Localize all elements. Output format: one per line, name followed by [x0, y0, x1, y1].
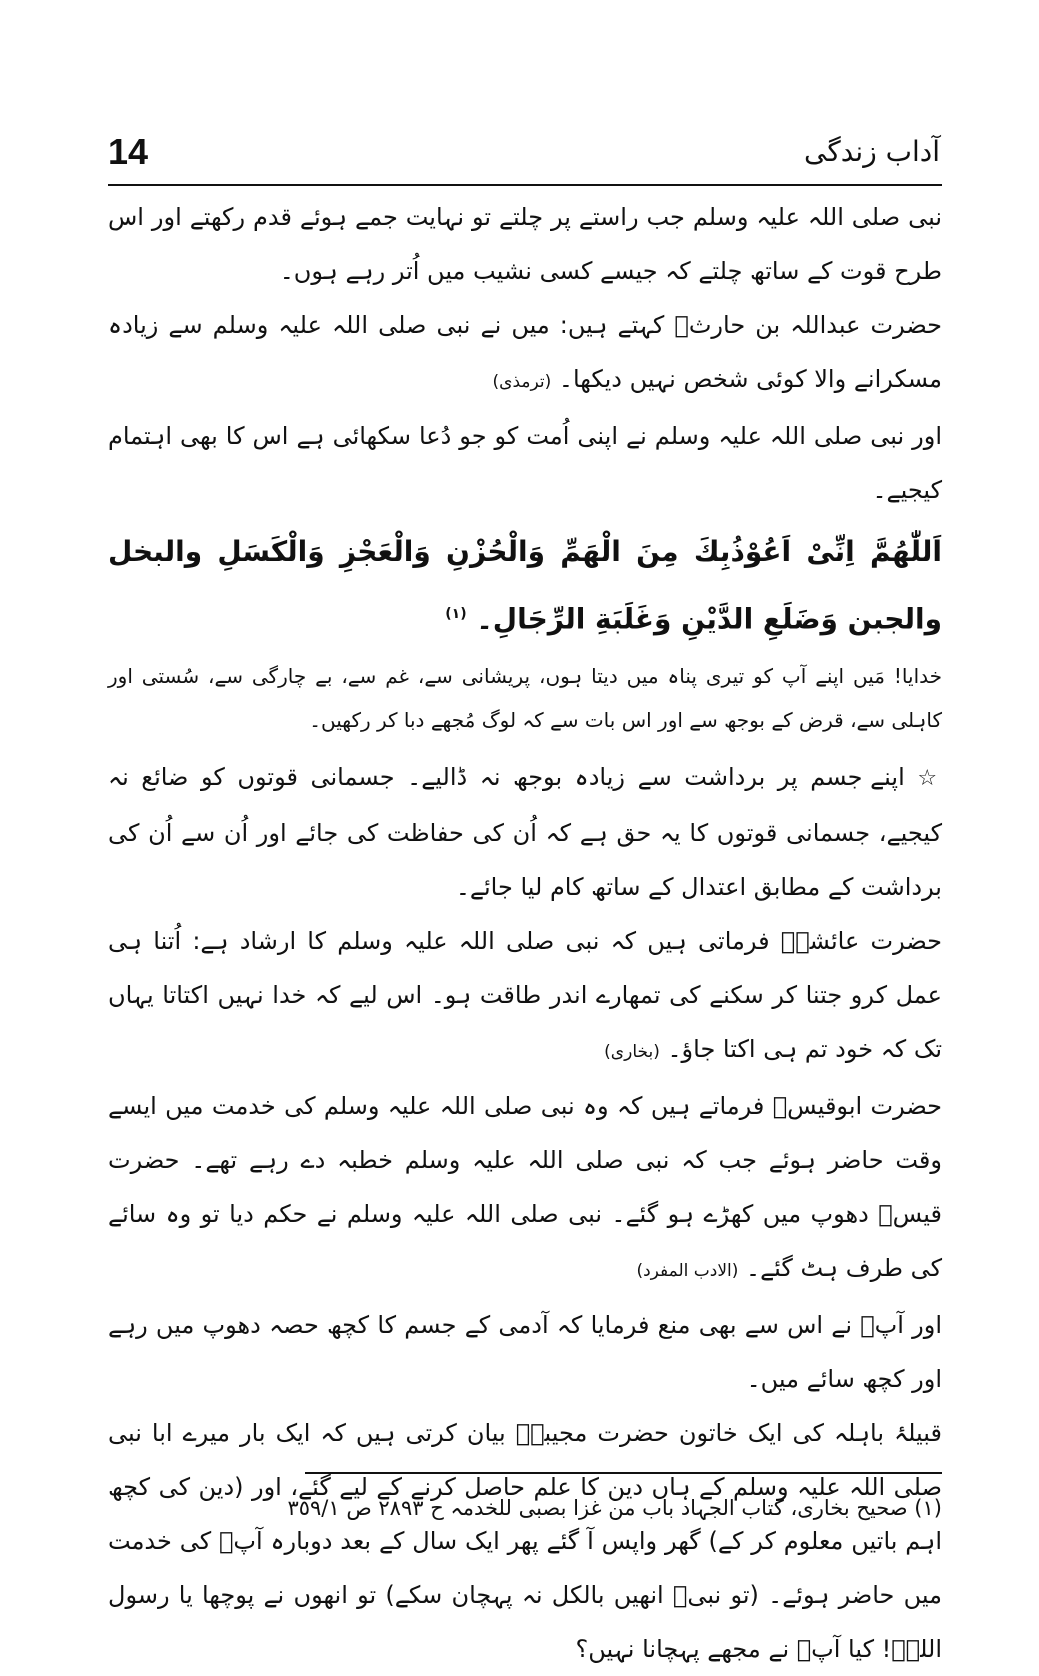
page-number: 14 — [108, 131, 149, 172]
paragraph-sun-shade-text: اور آپؐ نے اس سے بھی منع فرمایا کہ آدمی کے جسم کا کچھ حصہ دھوپ میں رہے اور کچھ سائے میں۔ — [108, 1311, 942, 1394]
paragraph-smiling — [108, 298, 942, 409]
paragraph-aisha-text: حضرت عائشہؓ فرماتی ہیں کہ نبی صلی اللہ علیہ وسلم کا ارشاد ہے: اُتنا ہی عمل کرو جتنا کر سکنے کی تمھارے اندر طاقت ہو۔ اس لیے کہ خدا نہیں اکتاتا یہاں تک کہ خود تم ہی اکتا جاؤ۔ — [108, 927, 942, 1064]
source-citation: (ترمذی) — [492, 372, 552, 392]
source-citation: (بخاری) — [604, 1042, 660, 1063]
paragraph-mujibah-text: قبیلۂ باہلہ کی ایک خاتون حضرت مجیبہؓ بیان کرتی ہیں کہ ایک بار میرے ابا نبی صلی اللہ علیہ وسلم کے ہاں دین کا علم حاصل کرنے کے لیے گئے، اور (دین کی کچھ اہم باتیں معلوم کر کے) گھر واپس آ گئے پھر ایک سال کے بعد دوبارہ آپؐ کی خدمت میں حاضر ہوئے۔ (تو نبیؐ انھیں بالکل نہ پہچان سکے) تو انھوں نے پوچھا یا رسول اللہؐ! کیا آپؐ نے مجھے پہچانا نہیں؟ — [108, 1419, 942, 1664]
page-header — [108, 130, 940, 184]
paragraph-aisha — [108, 914, 942, 1079]
footnote: (١) صحیح بخاری، کتاب الجہاد باب من غزا بصبی للخدمہ ح ٢٨٩٣ ص ٣٥٩/١ — [287, 1496, 942, 1520]
paragraph-abu-qais-text: حضرت ابوقیسؓ فرماتے ہیں کہ وہ نبی صلی اللہ علیہ وسلم کی خدمت میں ایسے وقت حاضر ہوئے جب کہ نبی صلی اللہ علیہ وسلم خطبہ دے رہے تھے۔ حضرت قیسؓ دھوپ میں کھڑے ہو گئے۔ نبی صلی اللہ علیہ وسلم نے حکم دیا تو وہ سائے کی طرف ہٹ گئے۔ — [108, 1092, 942, 1283]
running-title: آداب زندگی — [804, 135, 940, 168]
source-citation: (الادب المفرد) — [636, 1261, 739, 1282]
paragraph-dua-intro-text: اور نبی صلی اللہ علیہ وسلم نے اپنی اُمت کو جو دُعا سکھائی ہے اس کا بھی اہتمام کیجیے۔ — [108, 422, 942, 504]
header-divider — [108, 184, 942, 186]
paragraph-smiling-text: حضرت عبداللہ بن حارثؓ کہتے ہیں: میں نے نبی صلی اللہ علیہ وسلم سے زیادہ مسکرانے والا کوئی شخص نہیں دیکھا۔ — [108, 311, 942, 393]
footnote-divider — [305, 1472, 942, 1474]
paragraph-sun-shade — [108, 1298, 942, 1406]
paragraph-dua-intro — [108, 409, 942, 517]
paragraph-mujibah — [108, 1406, 942, 1676]
page-body — [108, 190, 942, 1676]
paragraph-body-burden-text: اپنے جسم پر برداشت سے زیادہ بوجھ نہ ڈالیے۔ جسمانی قوتوں کو ضائع نہ کیجیے، جسمانی قوتوں کا یہ حق ہے کہ اُن کی حفاظت کی جائے اور اُن سے اُن کی برداشت کے مطابق اعتدال کے ساتھ کام لیا جائے۔ — [108, 763, 942, 902]
footnote-marker: (١) — [445, 606, 467, 622]
paragraph-abu-qais — [108, 1079, 942, 1298]
star-icon: ☆ — [917, 766, 942, 792]
paragraph-walking-text: نبی صلی اللہ علیہ وسلم جب راستے پر چلتے تو نہایت جمے ہوئے قدم رکھتے اور اس طرح قوت کے ساتھ چلتے کہ جیسے کسی نشیب میں اُتر رہے ہوں۔ — [108, 203, 942, 285]
arabic-supplication-text: اَللّٰھُمَّ اِنِّیْ اَعُوْذُبِكَ مِنَ الْھَمِّ وَالْحُزْنِ وَالْعَجْزِ وَالْكَسَلِ والبخل والجبن وَضَلَعِ الدَّيْنِ وَغَلَبَةِ الرِّجَالِ۔ — [108, 535, 942, 636]
supplication-translation-text: خدایا! مَیں اپنے آپ کو تیری پناہ میں دیتا ہوں، پریشانی سے، غم سے، بے چارگی سے، سُستی اور کاہلی سے، قرض کے بوجھ سے اور اس بات سے کہ لوگ مُجھے دبا کر رکھیں۔ — [108, 664, 942, 733]
paragraph-walking — [108, 190, 942, 298]
arabic-supplication — [108, 521, 942, 650]
supplication-translation — [108, 654, 942, 742]
paragraph-body-burden — [108, 750, 942, 914]
